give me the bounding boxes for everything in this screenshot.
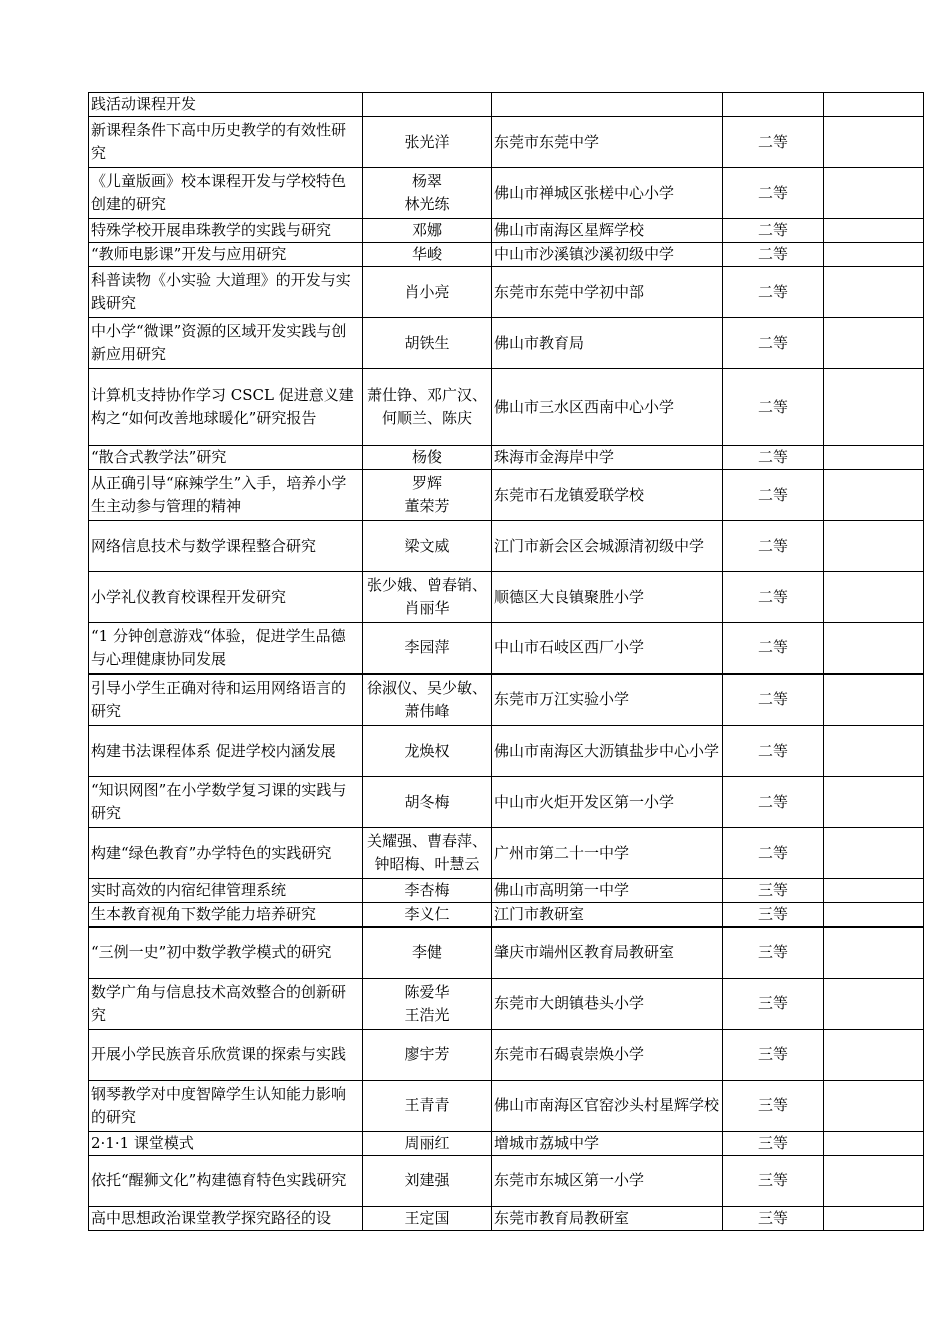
author-cell: 胡冬梅 bbox=[363, 777, 492, 828]
project-title-cell: 《儿童版画》校本课程开发与学校特色创建的研究 bbox=[89, 168, 363, 219]
table-row bbox=[89, 978, 924, 1029]
unit-cell: 佛山市南海区官窑沙头村星辉学校 bbox=[492, 1080, 723, 1131]
prize-cell: 二等 bbox=[723, 267, 824, 318]
table-row bbox=[89, 1131, 924, 1155]
note-cell bbox=[824, 1206, 924, 1230]
author-cell: 刘建强 bbox=[363, 1155, 492, 1206]
unit-cell: 江门市新会区会城源清初级中学 bbox=[492, 521, 723, 572]
table-row bbox=[89, 726, 924, 777]
note-cell bbox=[824, 726, 924, 777]
author-cell: 廖宇芳 bbox=[363, 1029, 492, 1080]
author-cell: 杨俊 bbox=[363, 446, 492, 470]
table-row bbox=[89, 243, 924, 267]
unit-cell: 中山市石岐区西厂小学 bbox=[492, 623, 723, 674]
note-cell bbox=[824, 243, 924, 267]
note-cell bbox=[824, 168, 924, 219]
author-cell: 张光洋 bbox=[363, 117, 492, 168]
unit-cell: 东莞市教育局教研室 bbox=[492, 1206, 723, 1230]
project-title-cell: 中小学“微课”资源的区域开发实践与创新应用研究 bbox=[89, 318, 363, 369]
note-cell bbox=[824, 446, 924, 470]
author-cell: 邓娜 bbox=[363, 219, 492, 243]
table-row bbox=[89, 1080, 924, 1131]
table-row bbox=[89, 572, 924, 623]
unit-cell: 佛山市三水区西南中心小学 bbox=[492, 369, 723, 446]
note-cell bbox=[824, 674, 924, 726]
prize-cell: 二等 bbox=[723, 572, 824, 623]
unit-cell: 东莞市东莞中学 bbox=[492, 117, 723, 168]
table-row bbox=[89, 777, 924, 828]
unit-cell: 佛山市南海区大沥镇盐步中心小学 bbox=[492, 726, 723, 777]
project-title-cell: 构建“绿色教育”办学特色的实践研究 bbox=[89, 828, 363, 879]
unit-cell: 顺德区大良镇聚胜小学 bbox=[492, 572, 723, 623]
note-cell bbox=[824, 1131, 924, 1155]
prize-cell bbox=[723, 93, 824, 117]
prize-cell: 二等 bbox=[723, 470, 824, 521]
project-title-cell: 计算机支持协作学习 CSCL 促进意义建构之“如何改善地球暖化”研究报告 bbox=[89, 369, 363, 446]
unit-cell: 东莞市东城区第一小学 bbox=[492, 1155, 723, 1206]
project-title-cell: 网络信息技术与数学课程整合研究 bbox=[89, 521, 363, 572]
note-cell bbox=[824, 1080, 924, 1131]
unit-cell: 广州市第二十一中学 bbox=[492, 828, 723, 879]
unit-cell: 中山市沙溪镇沙溪初级中学 bbox=[492, 243, 723, 267]
note-cell bbox=[824, 219, 924, 243]
author-cell: 王定国 bbox=[363, 1206, 492, 1230]
unit-cell: 东莞市石龙镇爱联学校 bbox=[492, 470, 723, 521]
prize-cell: 二等 bbox=[723, 777, 824, 828]
project-title-cell: 小学礼仪教育校课程开发研究 bbox=[89, 572, 363, 623]
project-title-cell: 2·1·1 课堂模式 bbox=[89, 1131, 363, 1155]
unit-cell: 东莞市大朗镇巷头小学 bbox=[492, 978, 723, 1029]
project-title-cell: 引导小学生正确对待和运用网络语言的研究 bbox=[89, 674, 363, 726]
prize-cell: 三等 bbox=[723, 879, 824, 903]
table-row bbox=[89, 267, 924, 318]
prize-cell: 二等 bbox=[723, 828, 824, 879]
project-title-cell: 践活动课程开发 bbox=[89, 93, 363, 117]
author-cell: 关耀强、曹春萍、钟昭梅、叶慧云 bbox=[363, 828, 492, 879]
prize-cell: 二等 bbox=[723, 674, 824, 726]
table-row bbox=[89, 927, 924, 978]
project-title-cell: 从正确引导“麻辣学生”入手，培养小学生主动参与管理的精神 bbox=[89, 470, 363, 521]
project-title-cell: “知识网图”在小学数学复习课的实践与研究 bbox=[89, 777, 363, 828]
project-title-cell: 实时高效的内宿纪律管理系统 bbox=[89, 879, 363, 903]
note-cell bbox=[824, 572, 924, 623]
project-title-cell: “三例一史”初中数学教学模式的研究 bbox=[89, 927, 363, 978]
author-cell: 徐淑仪、吴少敏、萧伟峰 bbox=[363, 674, 492, 726]
project-title-cell: 依托“醒狮文化”构建德育特色实践研究 bbox=[89, 1155, 363, 1206]
note-cell bbox=[824, 1155, 924, 1206]
awards-table bbox=[88, 92, 924, 1231]
prize-cell: 二等 bbox=[723, 369, 824, 446]
note-cell bbox=[824, 470, 924, 521]
prize-cell: 三等 bbox=[723, 1029, 824, 1080]
prize-cell: 二等 bbox=[723, 521, 824, 572]
author-cell: 杨翠 林光练 bbox=[363, 168, 492, 219]
unit-cell: 佛山市禅城区张槎中心小学 bbox=[492, 168, 723, 219]
project-title-cell: 钢琴教学对中度智障学生认知能力影响的研究 bbox=[89, 1080, 363, 1131]
table-row bbox=[89, 93, 924, 117]
table-row bbox=[89, 318, 924, 369]
note-cell bbox=[824, 903, 924, 928]
author-cell: 李义仁 bbox=[363, 903, 492, 928]
table-row bbox=[89, 1155, 924, 1206]
project-title-cell: 科普读物《小实验 大道理》的开发与实践研究 bbox=[89, 267, 363, 318]
note-cell bbox=[824, 828, 924, 879]
author-cell: 李园萍 bbox=[363, 623, 492, 674]
note-cell bbox=[824, 879, 924, 903]
unit-cell: 东莞市万江实验小学 bbox=[492, 674, 723, 726]
unit-cell: 珠海市金海岸中学 bbox=[492, 446, 723, 470]
author-cell: 张少娥、曾春销、肖丽华 bbox=[363, 572, 492, 623]
project-title-cell: “教师电影课”开发与应用研究 bbox=[89, 243, 363, 267]
table-row bbox=[89, 117, 924, 168]
table-row bbox=[89, 623, 924, 674]
table-row bbox=[89, 1029, 924, 1080]
author-cell: 华峻 bbox=[363, 243, 492, 267]
project-title-cell: 新课程条件下高中历史教学的有效性研究 bbox=[89, 117, 363, 168]
unit-cell: 中山市火炬开发区第一小学 bbox=[492, 777, 723, 828]
unit-cell: 肇庆市端州区教育局教研室 bbox=[492, 927, 723, 978]
project-title-cell: 开展小学民族音乐欣赏课的探索与实践 bbox=[89, 1029, 363, 1080]
author-cell: 罗辉 董荣芳 bbox=[363, 470, 492, 521]
table-row bbox=[89, 828, 924, 879]
prize-cell: 三等 bbox=[723, 903, 824, 928]
table-row bbox=[89, 903, 924, 928]
table-row bbox=[89, 369, 924, 446]
note-cell bbox=[824, 978, 924, 1029]
project-title-cell: 数学广角与信息技术高效整合的创新研究 bbox=[89, 978, 363, 1029]
prize-cell: 二等 bbox=[723, 446, 824, 470]
project-title-cell: 构建书法课程体系 促进学校内涵发展 bbox=[89, 726, 363, 777]
note-cell bbox=[824, 369, 924, 446]
prize-cell: 三等 bbox=[723, 1155, 824, 1206]
project-title-cell: 高中思想政治课堂教学探究路径的设 bbox=[89, 1206, 363, 1230]
unit-cell: 增城市荔城中学 bbox=[492, 1131, 723, 1155]
author-cell: 李杏梅 bbox=[363, 879, 492, 903]
project-title-cell: “1 分钟创意游戏“体验，促进学生品德与心理健康协同发展 bbox=[89, 623, 363, 674]
prize-cell: 二等 bbox=[723, 219, 824, 243]
note-cell bbox=[824, 623, 924, 674]
note-cell bbox=[824, 927, 924, 978]
author-cell: 龙焕权 bbox=[363, 726, 492, 777]
prize-cell: 二等 bbox=[723, 117, 824, 168]
table-row bbox=[89, 1206, 924, 1230]
note-cell bbox=[824, 777, 924, 828]
unit-cell: 佛山市高明第一中学 bbox=[492, 879, 723, 903]
author-cell: 李健 bbox=[363, 927, 492, 978]
note-cell bbox=[824, 521, 924, 572]
unit-cell bbox=[492, 93, 723, 117]
author-cell bbox=[363, 93, 492, 117]
unit-cell: 东莞市东莞中学初中部 bbox=[492, 267, 723, 318]
author-cell: 周丽红 bbox=[363, 1131, 492, 1155]
table-row bbox=[89, 168, 924, 219]
prize-cell: 二等 bbox=[723, 726, 824, 777]
note-cell bbox=[824, 318, 924, 369]
prize-cell: 三等 bbox=[723, 1206, 824, 1230]
prize-cell: 二等 bbox=[723, 623, 824, 674]
unit-cell: 江门市教研室 bbox=[492, 903, 723, 928]
author-cell: 梁文威 bbox=[363, 521, 492, 572]
unit-cell: 佛山市南海区星辉学校 bbox=[492, 219, 723, 243]
note-cell bbox=[824, 93, 924, 117]
prize-cell: 三等 bbox=[723, 978, 824, 1029]
table-row bbox=[89, 879, 924, 903]
table-row bbox=[89, 674, 924, 726]
author-cell: 陈爱华 王浩光 bbox=[363, 978, 492, 1029]
project-title-cell: “散合式教学法”研究 bbox=[89, 446, 363, 470]
author-cell: 肖小亮 bbox=[363, 267, 492, 318]
prize-cell: 二等 bbox=[723, 168, 824, 219]
table-row bbox=[89, 446, 924, 470]
unit-cell: 佛山市教育局 bbox=[492, 318, 723, 369]
table-row bbox=[89, 470, 924, 521]
project-title-cell: 生本教育视角下数学能力培养研究 bbox=[89, 903, 363, 928]
project-title-cell: 特殊学校开展串珠教学的实践与研究 bbox=[89, 219, 363, 243]
table-row bbox=[89, 219, 924, 243]
author-cell: 王青青 bbox=[363, 1080, 492, 1131]
note-cell bbox=[824, 1029, 924, 1080]
prize-cell: 二等 bbox=[723, 318, 824, 369]
prize-cell: 三等 bbox=[723, 1131, 824, 1155]
note-cell bbox=[824, 267, 924, 318]
awards-table-body bbox=[89, 93, 924, 1231]
note-cell bbox=[824, 117, 924, 168]
author-cell: 萧仕铮、邓广汉、何顺兰、陈庆 bbox=[363, 369, 492, 446]
unit-cell: 东莞市石碣袁崇焕小学 bbox=[492, 1029, 723, 1080]
prize-cell: 三等 bbox=[723, 1080, 824, 1131]
author-cell: 胡铁生 bbox=[363, 318, 492, 369]
prize-cell: 三等 bbox=[723, 927, 824, 978]
prize-cell: 二等 bbox=[723, 243, 824, 267]
table-row bbox=[89, 521, 924, 572]
